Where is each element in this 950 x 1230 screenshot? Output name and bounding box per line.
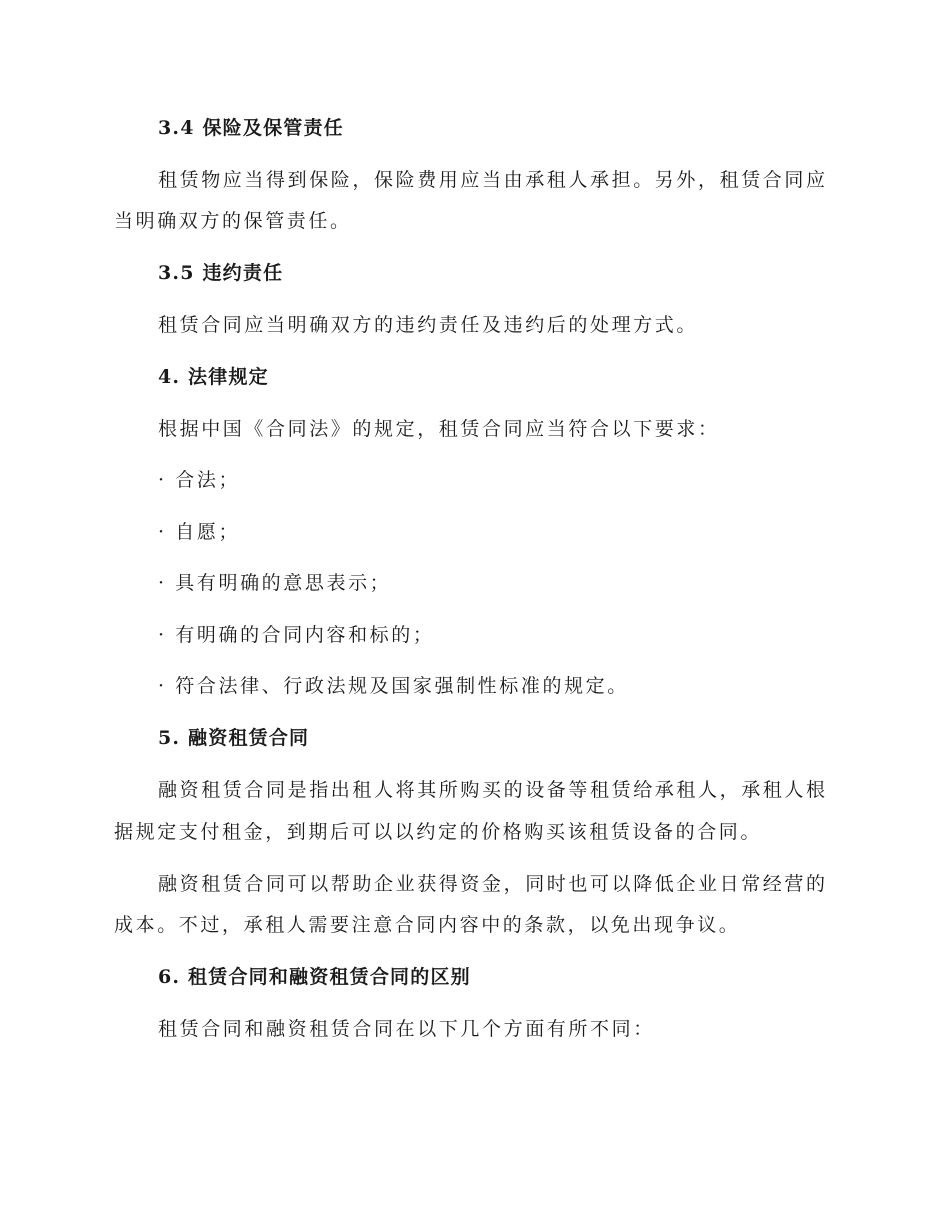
section-heading-6: 6. 租赁合同和融资租赁合同的区别 — [158, 966, 471, 988]
bullet-item: · 符合法律、行政法规及国家强制性标准的规定。 — [158, 675, 629, 697]
bullet-item: · 有明确的合同内容和标的； — [158, 624, 435, 646]
paragraph-line: 据规定支付租金，到期后可以以约定的价格购买该租赁设备的合同。 — [114, 821, 763, 843]
paragraph-line: 租赁合同应当明确双方的违约责任及违约后的处理方式。 — [158, 314, 699, 336]
section-heading-4: 4. 法律规定 — [158, 366, 269, 388]
bullet-item: · 合法； — [158, 469, 241, 491]
paragraph-line: 融资租赁合同可以帮助企业获得资金，同时也可以降低企业日常经营的 — [158, 873, 828, 895]
intro-line: 根据中国《合同法》的规定，租赁合同应当符合以下要求： — [158, 418, 720, 440]
section-heading-3-5: 3.5 违约责任 — [158, 262, 284, 284]
bullet-item: · 自愿； — [158, 521, 241, 543]
section-heading-3-4: 3.4 保险及保管责任 — [158, 117, 344, 139]
paragraph-line: 成本。不过，承租人需要注意合同内容中的条款，以免出现争议。 — [114, 914, 741, 936]
bullet-item: · 具有明确的意思表示； — [158, 572, 392, 594]
section-heading-5: 5. 融资租赁合同 — [158, 727, 310, 749]
paragraph-line: 融资租赁合同是指出租人将其所购买的设备等租赁给承租人，承租人根 — [158, 779, 828, 801]
paragraph-line: 租赁物应当得到保险，保险费用应当由承租人承担。另外，租赁合同应 — [158, 169, 828, 191]
paragraph-line: 租赁合同和融资租赁合同在以下几个方面有所不同： — [158, 1018, 655, 1040]
paragraph-line: 当明确双方的保管责任。 — [114, 210, 352, 232]
